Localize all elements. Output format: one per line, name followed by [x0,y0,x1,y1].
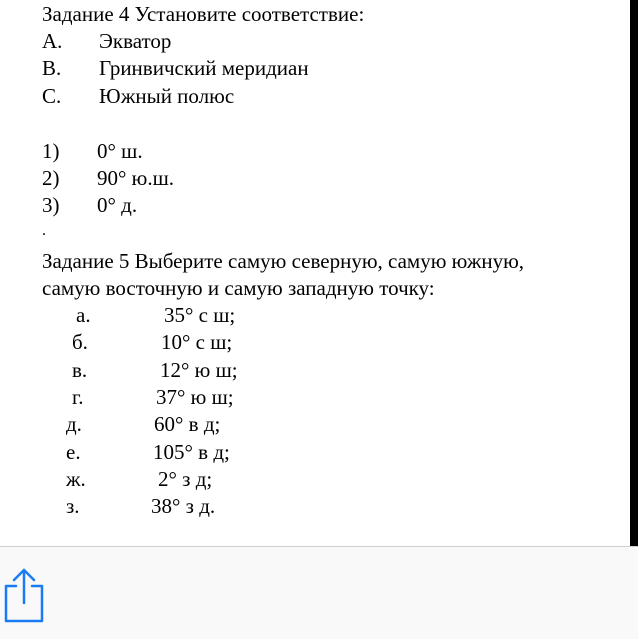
page-edge [630,0,638,546]
task5-letter: б. [72,330,88,354]
task5-heading-line2: самую восточную и самую западную точку: [42,276,435,300]
task5-letter: е. [66,440,81,464]
task4-letter-a: A. [42,29,63,53]
bottom-toolbar [0,546,638,639]
task5-heading-line1: Задание 5 Выберите самую северную, самую южную, [42,249,525,273]
task5-value: 38° з д. [151,494,216,518]
task4-num-2: 2) [42,166,60,190]
task4-text-a: Экватор [99,29,172,53]
task5-value: 35° с ш; [164,303,236,327]
task4-letter-b: B. [42,56,62,80]
task4-text-b: Гринвичский меридиан [99,56,309,80]
task4-num-1: 1) [42,139,60,163]
task4-answer-2: 90° ю.ш. [97,166,175,190]
task5-letter: а. [76,303,91,327]
task4-num-3: 3) [42,193,60,217]
task5-letter: ж. [66,467,86,491]
stray-dot: . [42,222,46,239]
task5-value: 105° в д; [153,440,230,464]
task5-value: 12° ю ш; [160,358,238,382]
task4-answer-1: 0° ш. [97,139,143,163]
task5-value: 60° в д; [154,412,221,436]
task5-letter: д. [66,412,82,436]
task5-value: 10° с ш; [161,330,233,354]
task4-heading: Задание 4 Установите соответствие: [42,2,365,26]
task4-answer-3: 0° д. [97,193,138,217]
task4-letter-c: C. [42,84,62,108]
task5-value: 37° ю ш; [156,385,234,409]
task5-value: 2° з д; [158,467,213,491]
task5-letter: з. [66,494,80,518]
share-button[interactable] [2,567,46,623]
task5-letter: в. [72,358,88,382]
task5-letter: г. [72,385,84,409]
share-icon [2,567,46,623]
task4-text-c: Южный полюс [99,84,235,108]
